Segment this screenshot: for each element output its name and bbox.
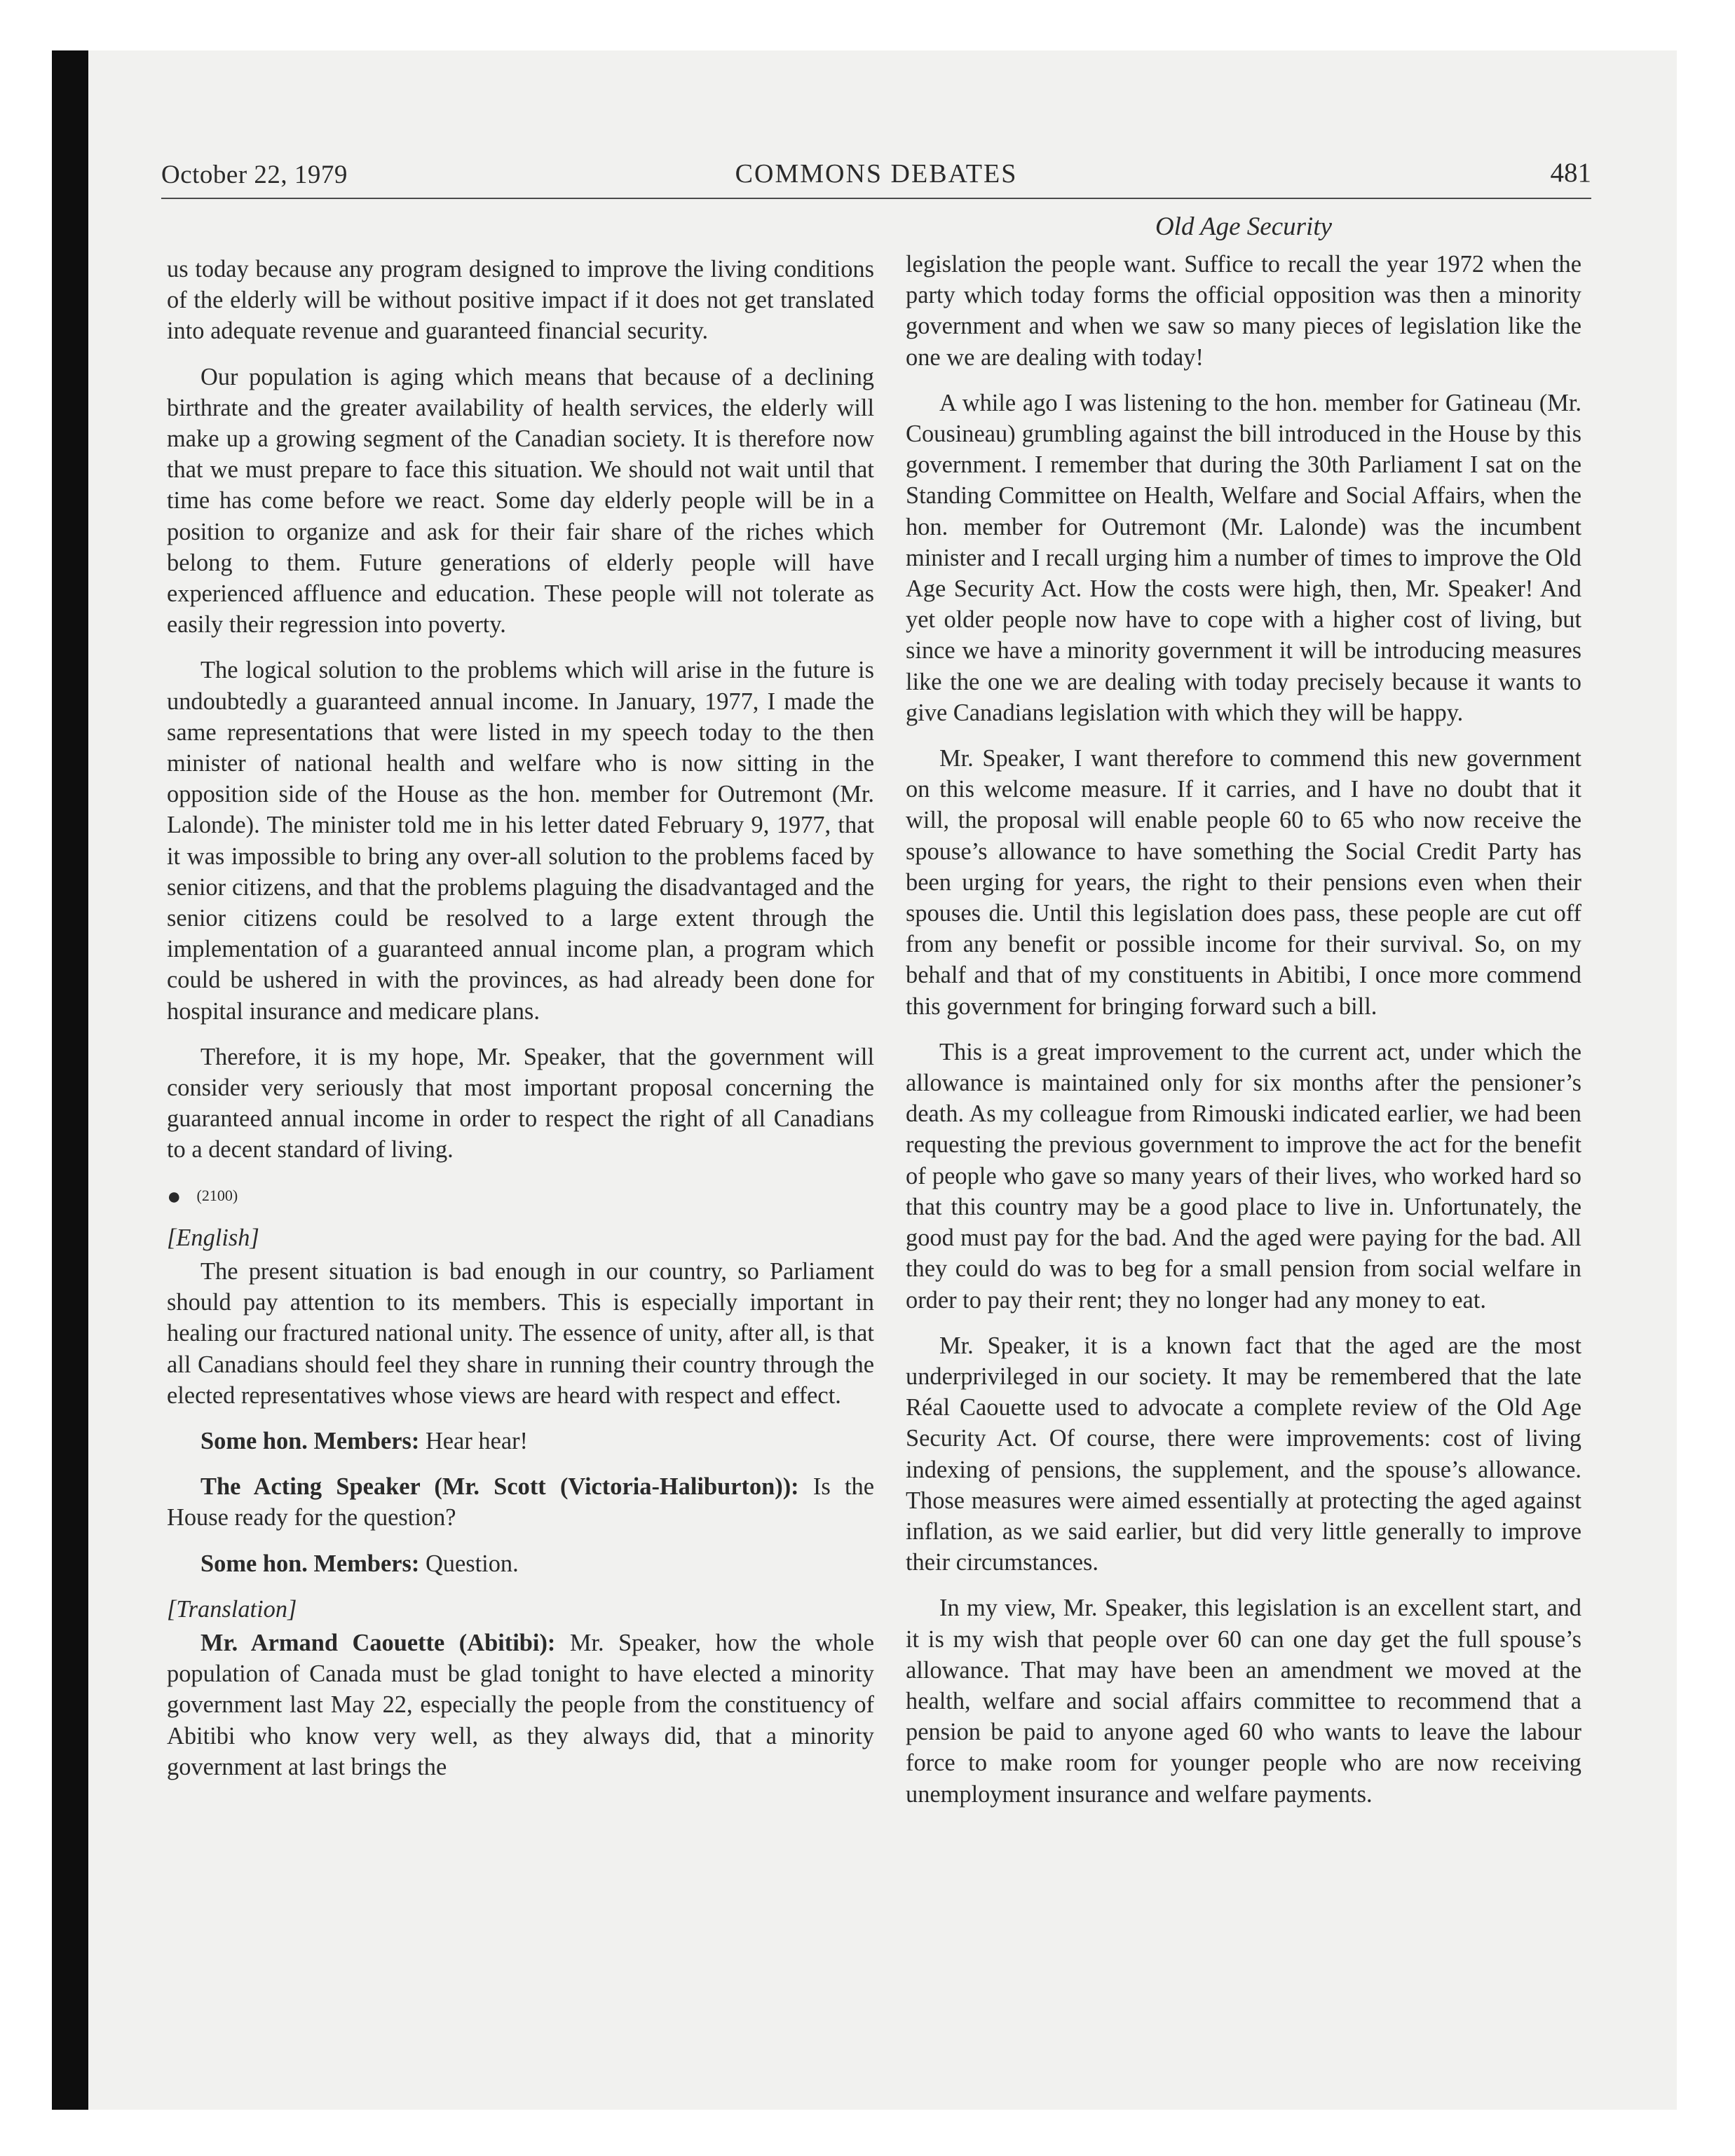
- paragraph: us today because any program designed to improve the living conditions of the elderly will be without positive impact if it does not get translated into adequate revenue and guaranteed financial security.: [167, 256, 874, 345]
- left-column: [167, 254, 874, 1797]
- paragraph: A while ago I was listening to the hon. member for Gatineau (Mr. Cousineau) grumbling against the bill introduced in the House by this government. I remember that during the 30th Parliament I sat on the Standing Committee on Health, Welfare and Social Affairs, when the hon. member for Outremont (Mr. Lalonde) was the incumbent minister and I recall urging him a number of times to improve the Old Age Security Act. How the costs were high, then, Mr. Speaker! And yet older people now have to cope with a higher cost of living, but since we have a minority government it will be introducing measures like the one we are dealing with today precisely because it wants to give Canadians legislation with which they will be happy.: [906, 389, 1581, 726]
- speech-members-2: [167, 1548, 874, 1579]
- speaker-name: Some hon. Members:: [200, 1427, 420, 1454]
- scan-binding-edge: [52, 50, 88, 2110]
- speaker-name: Mr. Armand Caouette (Abitibi):: [200, 1629, 556, 1656]
- paragraph: legislation the people want. Suffice to recall the year 1972 when the party which today forms the official opposition was then a minority government and when we saw so many pieces of legislation like the one we are dealing with today!: [906, 251, 1581, 371]
- speech-text: Is the House ready for the question?: [167, 1473, 874, 1531]
- language-note-translation: [Translation]: [167, 1595, 297, 1623]
- right-column: [906, 249, 1581, 1824]
- paragraph: Mr. Speaker, it is a known fact that the aged are the most underprivileged in our society. It may be remembered that the late Réal Caouette used to advocate a complete review of the Old Age Security Act. Of course, there were improvements: cost of living indexing of pensions, the supplement, and the spouse’s allowance. Those measures were aimed essentially at protecting the aged against inflation, as we said earlier, but did very little generally to improve their circumstances.: [906, 1332, 1581, 1576]
- speech-text: Hear hear!: [425, 1427, 528, 1454]
- paragraph: The logical solution to the problems which will arise in the future is undoubtedly a guaranteed annual income. In January, 1977, I made the same representations that were listed in my speech today to the then minister of national health and welfare who is now sitting in the opposition side of the House as the hon. member for Outremont (Mr. Lalonde). The minister told me in his letter dated February 9, 1977, that it was impossible to bring any over-all solution to the problems faced by senior citizens, and that the problems plaguing the disadvantaged and the senior citizens could be resolved to a large extent through the implementation of a guaranteed annual income plan, a program which could be ushered in with the provinces, as had already been done for hospital insurance and medicare plans.: [167, 657, 874, 1025]
- speech-text: Question.: [425, 1550, 519, 1577]
- page-header: [161, 156, 1591, 199]
- header-page-number: 481: [1550, 158, 1591, 188]
- paragraph: This is a great improvement to the current act, under which the allowance is maintained only for six months after the pensioner’s death. As my colleague from Rimouski indicated earlier, we had been requesting the previous government to improve the act for the benefit of people who gave so many years of their lives, who worked hard so that this country may be a good place to live in. Unfortunately, the good must pay for the bad. And the aged were paying for the bad. All they could do was to beg for a small pension from social welfare in order to pay their rent; they no longer had any money to eat.: [906, 1038, 1581, 1314]
- speaker-name: Some hon. Members:: [200, 1550, 420, 1577]
- speech-members-1: [167, 1426, 874, 1456]
- time-marker-text: (2100): [196, 1186, 238, 1204]
- paragraph: The present situation is bad enough in our country, so Parliament should pay attention to its members. This is especially important in healing our fractured national unity. The essence of unity, after all, is that all Canadians should feel they share in running their country through the elected representatives whose views are heard with respect and effect.: [167, 1257, 874, 1409]
- language-note-english: [English]: [167, 1224, 259, 1251]
- speaker-name: The Acting Speaker (Mr. Scott (Victoria-Haliburton)):: [200, 1473, 799, 1501]
- paragraph: Our population is aging which means that because of a declining birthrate and the greater availability of health services, the elderly will make up a growing segment of the Canadian society. It is therefore now that we must prepare to face this situation. We should not wait until that time has come before we react. Some day elderly people will be in a position to organize and ask for their fair share of the riches which belong to them. Future generations of elderly people will have experienced affluence and education. These people will not tolerate as easily their regression into poverty.: [167, 363, 874, 639]
- paragraph: Mr. Speaker, I want therefore to commend this new government on this welcome measure. If it carries, and I have no doubt that it will, the proposal will enable people 60 to 65 who now receive the spouse’s allowance to have something the Social Credit Party has been urging for years, the right to their pensions even when their spouses die. Until this legislation does pass, these people are cut off from any benefit or possible income for their survival. So, on my behalf and that of my constituents in Abitibi, I once more commend this government for bringing forward such a bill.: [906, 745, 1581, 1020]
- speech-text: Mr. Speaker, how the whole population of Canada must be glad tonight to have elected a minority government last May 22, especially the people from the constituency of Abitibi who know very well, as they always did, that a minority government at last brings the: [167, 1629, 874, 1780]
- time-marker: [167, 1180, 874, 1213]
- header-journal-title: COMMONS DEBATES: [735, 159, 1018, 189]
- speech-acting-speaker: [167, 1471, 874, 1533]
- paragraph: In my view, Mr. Speaker, this legislation is an excellent start, and it is my wish that people over 60 can one day get the full spouse’s allowance. That may have been an amendment we moved at the health, welfare and social affairs committee to recommend that a pension be paid to anyone aged 60 who wants to leave the labour force to make room for younger people who are now receiving unemployment insurance and welfare payments.: [906, 1595, 1581, 1808]
- section-title: Old Age Security: [1155, 212, 1333, 241]
- paragraph: Therefore, it is my hope, Mr. Speaker, that the government will consider very seriously that most important proposal concerning the guaranteed annual income in order to respect the right of all Canadians to a decent standard of living.: [167, 1043, 874, 1164]
- bullet-icon: ●: [167, 1183, 182, 1210]
- header-date: October 22, 1979: [161, 161, 348, 189]
- speech-caouette: [167, 1628, 874, 1782]
